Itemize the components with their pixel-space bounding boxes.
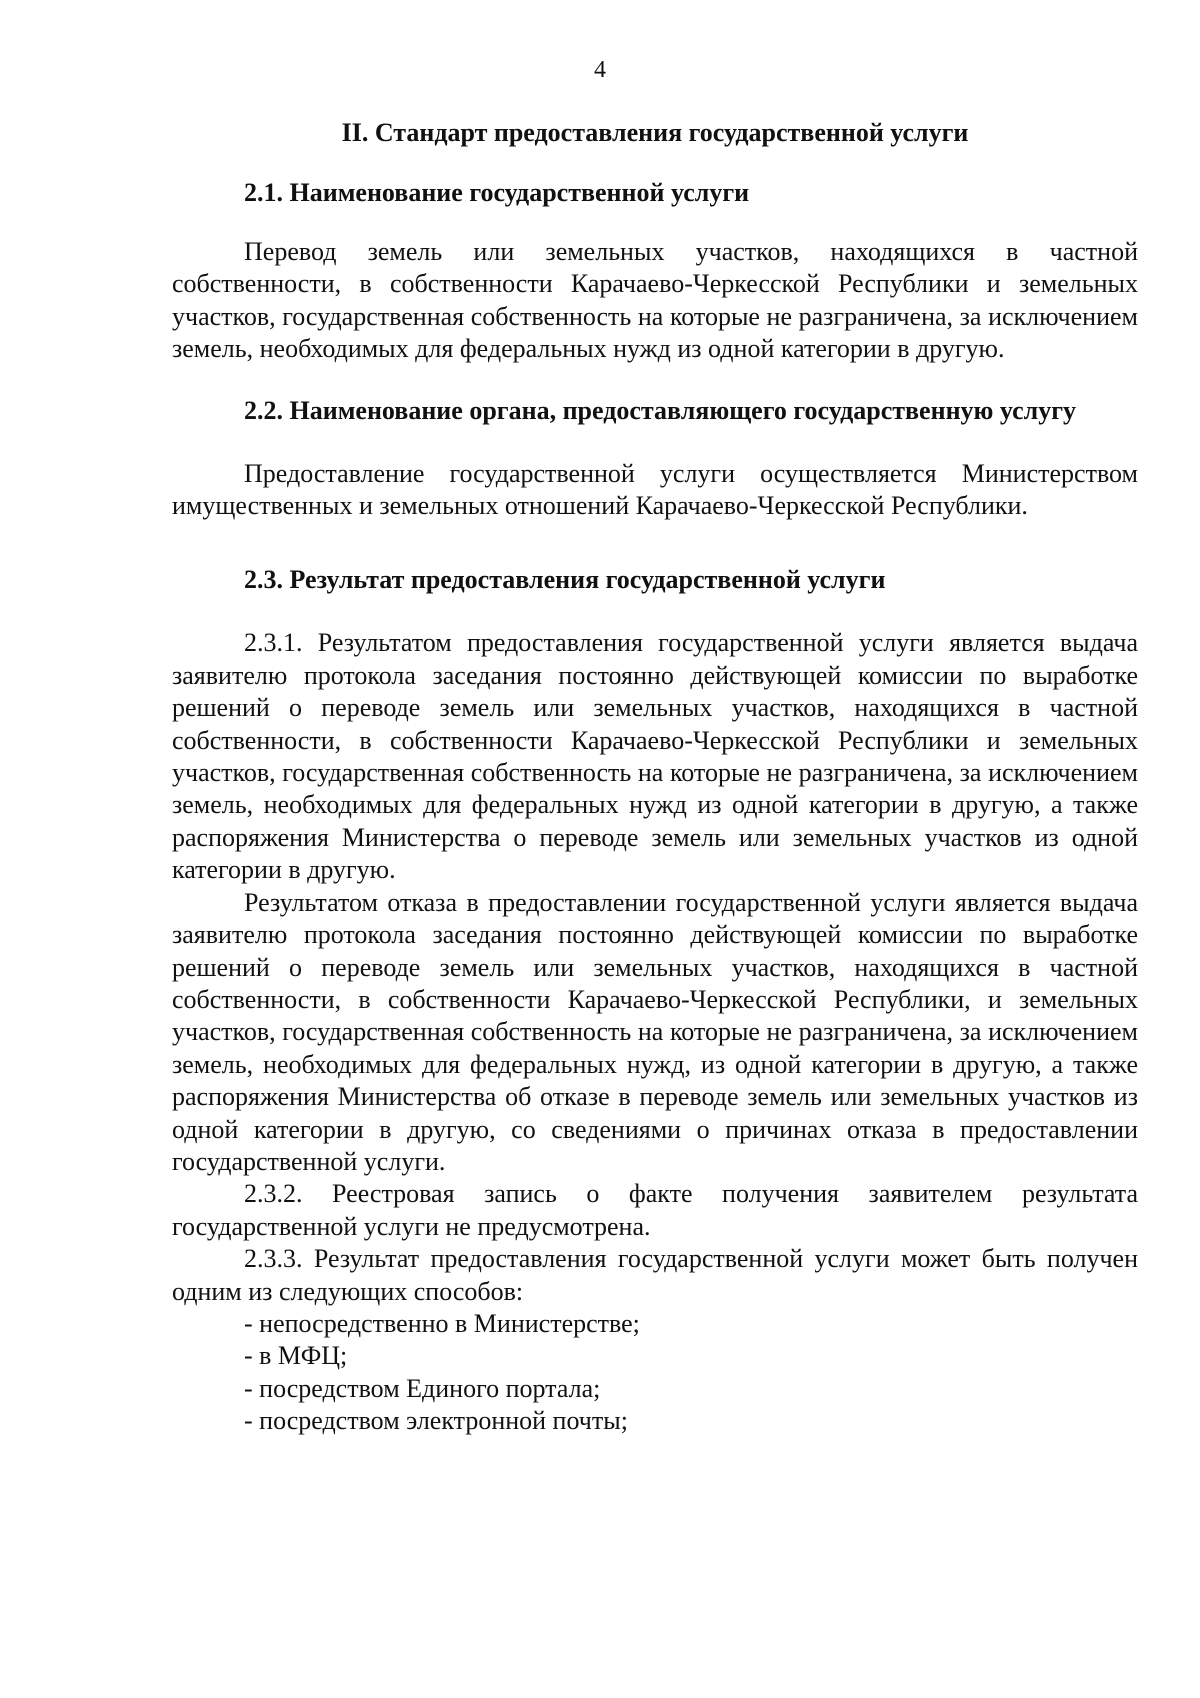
section-title: II. Стандарт предоставления государственной услуги (341, 118, 969, 147)
paragraph-2-3-1: 2.3.1. Результатом предоставления государственной услуги является выдача заявителю протокола заседания постоянно действующей комиссии по выработке решений о переводе земель или земельных участков, находящихся в частной собственности, в собственности Карачаево-Черкесской Республики и земельных участков, государственная собственность на которые не разграничена, за исключением земель, необходимых для федеральных нужд из одной категории в другую, а также распоряжения Министерства о переводе земель или земельных участков из одной категории в другую. (172, 628, 1138, 885)
list-item: - в МФЦ; (244, 1341, 348, 1371)
subsection-2-3-heading: 2.3. Результат предоставления государственной услуги (244, 565, 886, 595)
subsection-2-1-heading: 2.1. Наименование государственной услуги (244, 178, 750, 207)
paragraph-2-3-3: 2.3.3. Результат предоставления государственной услуги может быть получен одним из следующих способов: (172, 1244, 1138, 1306)
list-item: - посредством Единого портала; (244, 1373, 601, 1403)
subsection-2-2-text: Предоставление государственной услуги осуществляется Министерством имущественных и земельных отношений Карачаево-Черкесской Республики. (172, 458, 1138, 521)
list-item: - посредством электронной почты; (244, 1406, 628, 1436)
paragraph-2-3-2: 2.3.2. Реестровая запись о факте получения заявителем результата государственной услуги не предусмотрена. (172, 1179, 1138, 1241)
list-item: - непосредственно в Министерстве; (244, 1308, 640, 1338)
subsection-2-1-text: Перевод земель или земельных участков, находящихся в частной собственности, в собственности Карачаево-Черкесской Республики и земельных участков, государственная собственность на которые не разграничена, за исключением земель, необходимых для федеральных нужд из одной категории в другую. (172, 237, 1138, 364)
page-number: 4 (594, 57, 606, 83)
subsection-2-2-heading: 2.2. Наименование органа, предоставляющего государственную услугу (244, 395, 1077, 425)
result-methods-list (172, 1308, 1138, 1438)
document-body (172, 117, 1138, 1438)
paragraph-refusal-result: Результатом отказа в предоставлении государственной услуги является выдача заявителю протокола заседания постоянно действующей комиссии по выработке решений о переводе земель или земельных участков, находящихся в частной собственности, в собственности Карачаево-Черкесской Республики, и земельных участков, государственная собственность на которые не разграничена, за исключением земель, необходимых для федеральных нужд, из одной категории в другую, а также распоряжения Министерства об отказе в переводе земель или земельных участков из одной категории в другую, со сведениями о причинах отказа в предоставлении государственной услуги. (172, 887, 1138, 1176)
